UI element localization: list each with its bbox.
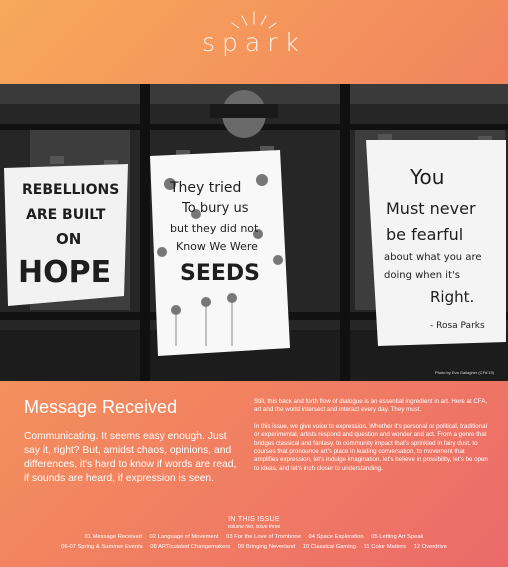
cover-photo [0, 84, 508, 381]
logo-wordmark: spark [202, 28, 306, 57]
toc-item[interactable]: 06-07 Spring & Summer Events [61, 544, 143, 550]
right-sign-line-2: Must never [386, 199, 476, 218]
right-sign-line-4: about what you are [384, 252, 482, 263]
middle-sign-line-3: but they did not [170, 222, 259, 235]
protest-signs-illustration [0, 84, 508, 381]
toc-item[interactable]: 03 For the Love of Trombone [226, 534, 301, 540]
photo-credit: Photo by Eva Gallagher (CFA'19) [434, 370, 494, 375]
toc-item[interactable]: 09 Bringing Neverland [237, 544, 296, 550]
left-sign-line-2: ARE BUILT [26, 207, 106, 223]
masthead [0, 0, 508, 84]
article-lede: Communicating. It seems easy enough. Just say it, right? But, amidst chaos, opinions, and differences, it's hard to know if words are read, if sounds are heard, if expression is seen. [24, 431, 237, 484]
left-sign-line-4: HOPE [18, 255, 112, 290]
right-sign-line-7: - Rosa Parks [430, 321, 485, 331]
toc-subtitle: volume two, issue three [227, 524, 281, 530]
toc-item[interactable]: 10 Classical Gaming [302, 544, 356, 550]
toc-item[interactable]: 08 ARTiculated Changemakers [150, 544, 231, 550]
right-sign-line-5: doing when it's [384, 270, 460, 281]
left-sign-line-3: ON [56, 230, 82, 248]
toc-row-2 [0, 544, 508, 550]
article-body [254, 398, 488, 481]
middle-sign-line-2: To bury us [182, 201, 249, 216]
toc-title: IN THIS ISSUE [228, 516, 280, 523]
toc-item[interactable]: 02 Language of Movement [149, 534, 219, 540]
right-sign-line-6: Right. [430, 288, 475, 306]
middle-sign-line-1: They tried [170, 180, 242, 196]
article-paragraph: In this issue, we give voice to expression. Whether it's personal or political, traditional or experimental, artists respond and question and wonder and act. From a genre that bridges classical and fantasy, to community impact that's sprinkled in fairy dust, to courses that pronounce art's place in leading conversation, to movement that amplifies expression, let's indulge imagination, let's believe in possibility, let's be open to ideas, and let's inch closer to understanding. [254, 422, 488, 472]
middle-sign-line-5: SEEDS [180, 261, 261, 286]
table-of-contents [0, 516, 508, 550]
toc-item[interactable]: 04 Space Exploration [308, 534, 364, 540]
right-sign-line-1: You [410, 165, 445, 189]
toc-item[interactable]: 05 Letting Art Speak [371, 534, 424, 540]
toc-row-1 [0, 534, 508, 540]
left-sign-line-1: REBELLIONS [22, 182, 120, 198]
article-paragraph: Still, this back and forth flow of dialogue is an essential ingredient in art. Here at CFA, art and the world intersect and interact every day. They must. [254, 398, 488, 414]
middle-sign-line-4: Know We Were [176, 240, 258, 253]
toc-item[interactable]: 11 Color Matters [363, 544, 407, 550]
right-sign-line-3: be fearful [386, 225, 464, 244]
article-headline: Message Received [24, 397, 178, 417]
toc-item[interactable]: 12 Overdrive [413, 544, 447, 550]
toc-item[interactable]: 01 Message Received [84, 534, 142, 540]
